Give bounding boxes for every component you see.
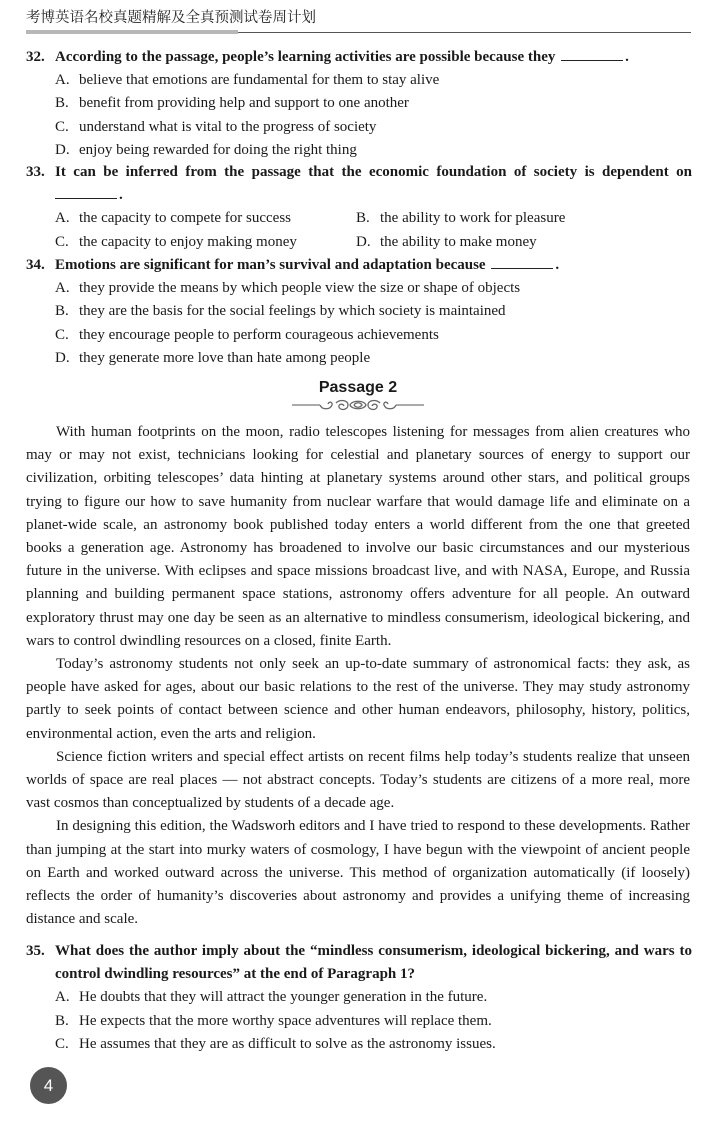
option-text: they are the basis for the social feelings by which society is maintained xyxy=(79,303,506,320)
option-b xyxy=(356,207,657,230)
option-b xyxy=(26,300,692,323)
question-stem xyxy=(26,161,692,184)
option-c xyxy=(26,1033,692,1056)
passage-heading xyxy=(0,378,716,413)
option-text: He expects that the more worthy space adventures will replace them. xyxy=(79,1012,492,1029)
question-stem xyxy=(26,254,692,277)
question-text: It can be inferred from the passage that the economic foundation of society is dependent on xyxy=(55,164,692,180)
question-text: Emotions are significant for man’s survival and adaptation because xyxy=(55,257,486,273)
answer-blank xyxy=(55,186,117,199)
option-label: D. xyxy=(55,349,70,366)
question-32 xyxy=(26,46,692,162)
option-label: A. xyxy=(55,210,70,227)
option-text: the capacity to enjoy making money xyxy=(79,233,297,250)
option-row xyxy=(26,207,692,230)
option-text: He assumes that they are as difficult to solve as the astronomy issues. xyxy=(79,1035,496,1052)
answer-blank-line xyxy=(26,184,692,207)
question-end: . xyxy=(119,187,123,204)
option-text: believe that emotions are fundamental for them to stay alive xyxy=(79,72,440,89)
answer-blank xyxy=(491,256,553,269)
page-number-badge: 4 xyxy=(30,1067,67,1104)
option-text: He doubts that they will attract the younger generation in the future. xyxy=(79,989,488,1006)
question-35 xyxy=(26,940,692,1056)
ornament-divider-icon xyxy=(292,399,424,413)
passage-paragraph: Today’s astronomy students not only seek an up-to-date summary of astronomical facts: they ask, as people have asked for ages, about our basic relations to the rest of the universe. They may study astronomy partly to seek points of contact between science and other human endeavors, philosophy, history, politics, environmental action, even the arts and religion. xyxy=(26,656,690,742)
option-label: B. xyxy=(356,210,370,227)
option-label: D. xyxy=(356,233,371,250)
passage-paragraph: Science fiction writers and special effect artists on recent films help today’s students realize that unseen worlds of space are real places — not abstract concepts. Today’s students are citizens of a more real, more vast cosmos than conceptualized by students of a decade age. xyxy=(26,748,690,812)
option-text: the capacity to compete for success xyxy=(79,210,291,227)
option-text: they provide the means by which people view the size or shape of objects xyxy=(79,280,521,297)
option-text: the ability to work for pleasure xyxy=(380,210,566,227)
running-header xyxy=(26,8,691,34)
passage-paragraph: In designing this edition, the Wadsworh editors and I have tried to respond to these developments. Rather than jumping at the start into murky waters of cosmology, I have begun with the viewpoint of ancient people on Earth and worked outward across the universe. This method of organization automatically (if loosely) reflects the order of humanity’s discoveries about astronomy and provides a unifying theme of increasing distance and scale. xyxy=(26,818,690,928)
option-a xyxy=(26,69,692,92)
option-d xyxy=(26,139,692,162)
header-rule xyxy=(26,30,691,34)
option-c xyxy=(26,116,692,139)
passage-body xyxy=(26,421,690,931)
option-label: B. xyxy=(55,95,69,112)
option-text: they encourage people to perform courageous achievements xyxy=(79,326,439,343)
question-number: 33. xyxy=(26,164,45,180)
option-c xyxy=(26,324,692,347)
option-d xyxy=(26,347,692,370)
option-label: B. xyxy=(55,303,69,320)
passage-title: Passage 2 xyxy=(318,379,398,396)
option-a xyxy=(26,277,692,300)
option-text: they generate more love than hate among people xyxy=(79,349,371,366)
book-title: 考博英语名校真题精解及全真预测试卷周计划 xyxy=(26,10,316,26)
option-text: understand what is vital to the progress of society xyxy=(79,118,377,135)
option-label: A. xyxy=(55,72,70,89)
question-stem xyxy=(26,46,692,69)
option-b xyxy=(26,92,692,115)
question-end: . xyxy=(555,257,560,273)
question-text: What does the author imply about the “mindless consumerism, ideological bickering, and wars to control dwindling resources” at the end of Paragraph 1? xyxy=(55,943,692,983)
option-label: C. xyxy=(55,1035,69,1052)
option-d xyxy=(356,231,657,254)
question-text: According to the passage, people’s learning activities are possible because they xyxy=(55,49,556,65)
option-text: benefit from providing help and support to one another xyxy=(79,95,409,112)
option-b xyxy=(26,1010,692,1033)
option-text: enjoy being rewarded for doing the right thing xyxy=(79,141,357,158)
option-text: the ability to make money xyxy=(380,233,537,250)
option-label: C. xyxy=(55,326,69,343)
option-a xyxy=(55,207,356,230)
option-label: B. xyxy=(55,1012,69,1029)
option-a xyxy=(26,986,692,1009)
option-row xyxy=(26,231,692,254)
question-number: 34. xyxy=(26,257,45,273)
answer-blank xyxy=(561,48,623,61)
option-c xyxy=(55,231,356,254)
question-stem xyxy=(26,940,692,986)
question-34 xyxy=(26,254,692,370)
question-number: 35. xyxy=(26,943,45,959)
question-33 xyxy=(26,161,692,254)
option-label: D. xyxy=(55,141,70,158)
option-label: A. xyxy=(55,989,70,1006)
option-label: C. xyxy=(55,118,69,135)
passage-paragraph: With human footprints on the moon, radio telescopes listening for messages from alien creatures who may or may not exist, technicians looking for celestial and planetary sources of energy to support our civilization, orbiting telescopes’ data hinting at planetary systems around other stars, and political groups trying to figure our how to save humanity from nuclear warfare that would damage life and eliminate on a planet-wide scale, an astronomy book published today enters a world different from the one that greeted books a generation age. Astronomy has broadened to involve our basic circumstances and our mysterious future in the universe. With eclipses and space missions broadcast live, and with NASA, Europe, and Russia planning and building permanent space stations, astronomy offers adventure for all people. An outward exploratory thrust may one day be seen as an alternative to mindless consumerism, ideological bickering, and wars to control dwindling resources on a closed, finite Earth. xyxy=(26,424,690,649)
option-label: C. xyxy=(55,233,69,250)
question-number: 32. xyxy=(26,49,45,65)
question-end: . xyxy=(625,49,629,65)
option-label: A. xyxy=(55,280,70,297)
header-rule-accent xyxy=(26,30,238,34)
